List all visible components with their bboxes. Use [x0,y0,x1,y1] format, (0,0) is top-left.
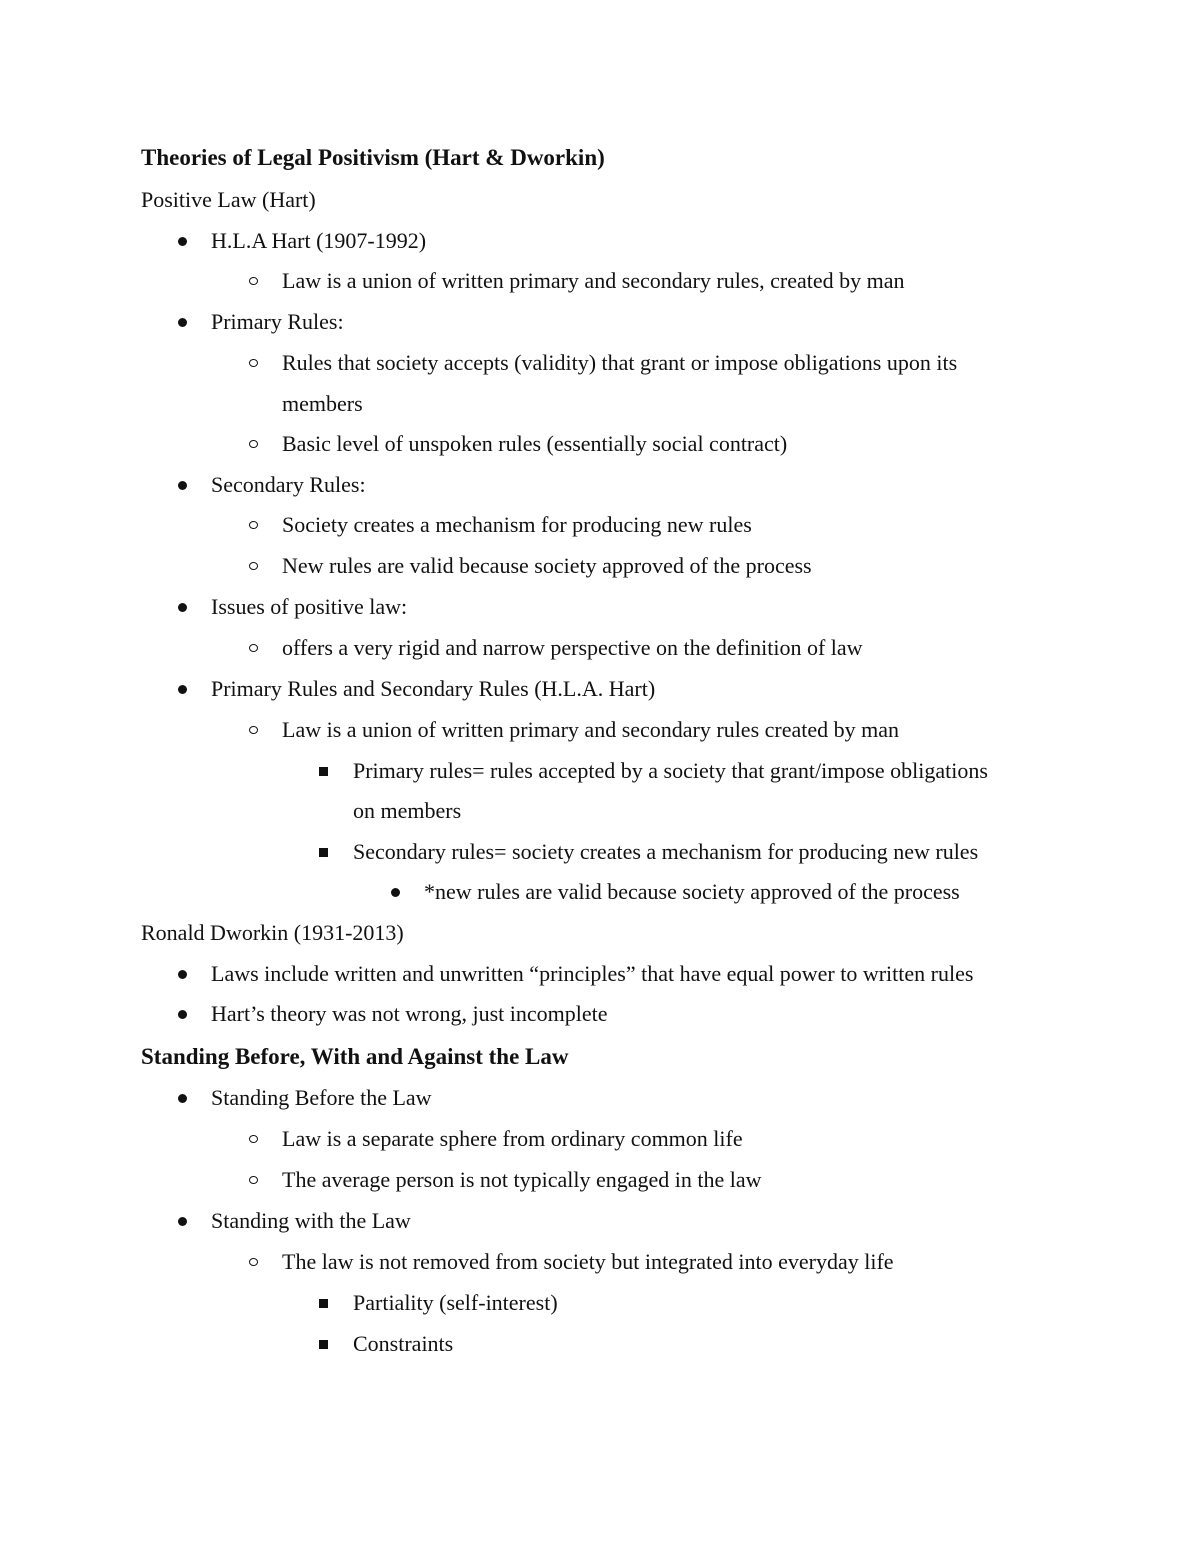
circle-bullet-icon [249,521,258,529]
disc-bullet-icon [178,481,187,490]
square-bullet-icon [319,848,328,857]
list-item: Primary rules= rules accepted by a society that grant/impose obligations [353,758,988,783]
list-item: The average person is not typically engaged in the law [282,1167,762,1192]
disc-bullet-icon [178,1094,187,1103]
list-item: Standing with the Law [211,1208,411,1233]
disc-bullet-icon [391,888,400,897]
list-item: Secondary Rules: [211,472,366,497]
list-item: Law is a union of written primary and secondary rules, created by man [282,268,905,293]
list-item: offers a very rigid and narrow perspective on the definition of law [282,635,863,660]
circle-bullet-icon [249,726,258,734]
disc-bullet-icon [178,970,187,979]
circle-bullet-icon [249,644,258,652]
list-item: Rules that society accepts (validity) that grant or impose obligations upon its [282,350,958,375]
list-item: Basic level of unspoken rules (essentially social contract) [282,431,788,456]
square-bullet-icon [319,1299,328,1308]
list-item: Law is a union of written primary and secondary rules created by man [282,717,900,742]
list-item: Hart’s theory was not wrong, just incomplete [211,1001,608,1026]
section-heading: Theories of Legal Positivism (Hart & Dworkin) [141,145,605,170]
circle-bullet-icon [249,562,258,570]
list-item: Issues of positive law: [211,594,408,619]
disc-bullet-icon [178,1010,187,1019]
list-item: *new rules are valid because society approved of the process [424,879,960,904]
list-item: Law is a separate sphere from ordinary common life [282,1126,743,1151]
list-item: Secondary rules= society creates a mechanism for producing new rules [353,839,979,864]
subheading: Positive Law (Hart) [141,187,316,212]
list-item: Laws include written and unwritten “principles” that have equal power to written rules [211,961,974,986]
list-item: The law is not removed from society but integrated into everyday life [282,1249,894,1274]
list-item: Primary Rules: [211,309,344,334]
list-item-continuation: on members [353,798,462,823]
disc-bullet-icon [178,237,187,246]
circle-bullet-icon [249,359,258,367]
circle-bullet-icon [249,1135,258,1143]
subheading: Ronald Dworkin (1931-2013) [141,920,404,945]
square-bullet-icon [319,767,328,776]
circle-bullet-icon [249,440,258,448]
list-item: Standing Before the Law [211,1085,432,1110]
circle-bullet-icon [249,277,258,285]
list-item-continuation: members [282,391,363,416]
section-heading: Standing Before, With and Against the Law [141,1044,569,1069]
disc-bullet-icon [178,603,187,612]
disc-bullet-icon [178,1217,187,1226]
list-item: H.L.A Hart (1907-1992) [211,228,427,253]
circle-bullet-icon [249,1176,258,1184]
list-item: Partiality (self-interest) [353,1290,558,1315]
list-item: Society creates a mechanism for producing new rules [282,512,752,537]
list-item: New rules are valid because society approved of the process [282,553,812,578]
circle-bullet-icon [249,1258,258,1266]
list-item: Constraints [353,1331,454,1356]
list-item: Primary Rules and Secondary Rules (H.L.A. Hart) [211,676,656,701]
disc-bullet-icon [178,685,187,694]
square-bullet-icon [319,1340,328,1349]
disc-bullet-icon [178,318,187,327]
